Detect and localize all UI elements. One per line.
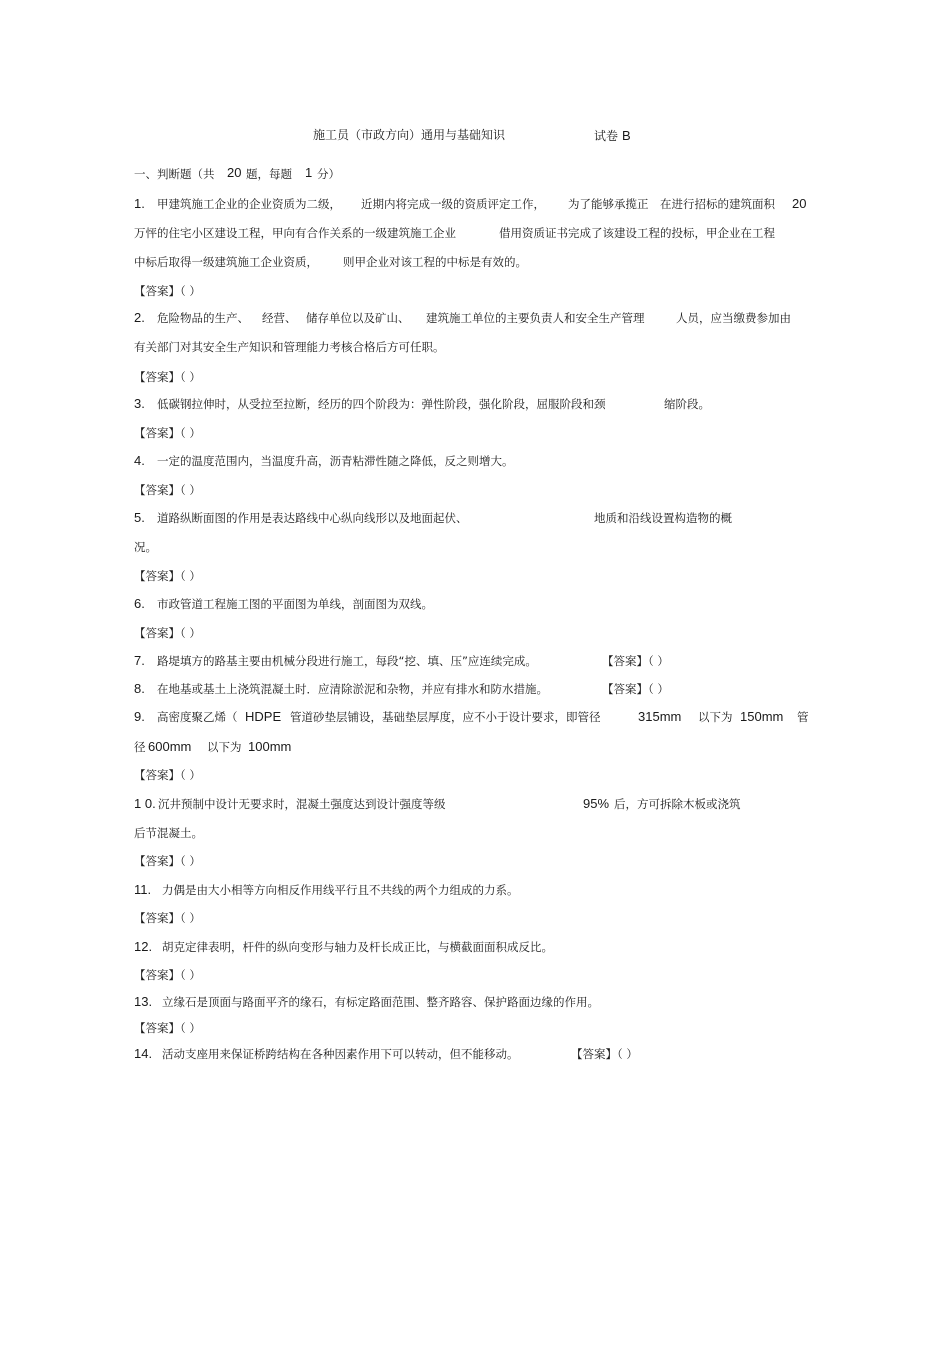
q5-line-2: 况。 [134,540,157,554]
q11-answer: 【答案】（ ） [134,911,201,925]
paper-code: B [622,128,631,143]
q9-line-2a: 径 [134,740,146,754]
q1-line-2a: 万怦的住宅小区建设工程，甲向有合作关系的一级建筑施工企业 [134,226,456,240]
q7-answer: 【答案】（ ） [602,654,669,668]
q1-text-2: 近期内将完成一级的资质评定工作， [361,197,545,211]
q14-number: 14. [134,1046,153,1061]
q6-number: 6. [134,596,145,611]
q1-number: 1. [134,196,145,211]
q8-number: 8. [134,681,145,696]
q9-line-2d: 100mm [248,739,292,754]
q12-number: 12. [134,939,153,954]
q9-number: 9. [134,709,145,724]
q5-text-2: 地质和沿线设置构造物的概 [594,511,732,525]
q3-answer: 【答案】（ ） [134,426,201,440]
q6-text: 市政管道工程施工图的平面图为单线，剖面图为双线。 [157,597,433,611]
q3-text-1: 低碳钢拉伸时，从受拉至拉断，经历的四个阶段为：弹性阶段，强化阶段，屈服阶段和颈 [157,397,606,411]
q6-answer: 【答案】（ ） [134,626,201,640]
q1-number-20: 20 [792,196,807,211]
q9-diameter: 315mm [638,709,682,724]
doc-title: 施工员（市政方向）通用与基础知识 [313,128,506,142]
q5-number: 5. [134,510,145,525]
q5-answer: 【答案】（ ） [134,569,201,583]
q1-line-3a: 中标后取得一级建筑施工企业资质， [134,255,318,269]
section-count: 20 [227,165,242,180]
q13-number: 13. [134,994,153,1009]
q1-line-2b: 借用资质证书完成了该建设工程的投标，甲企业在工程 [499,226,775,240]
q2-line-2: 有关部门对其安全生产知识和管理能力考核合格后方可任职。 [134,340,445,354]
q2-text-3: 储存单位以及矿山、 [306,311,410,325]
q3-number: 3. [134,396,145,411]
q14-text: 活动支座用来保证桥跨结构在各种因素作用下可以转动，但不能移动。 [162,1047,519,1061]
q1-line-3b: 则甲企业对该工程的中标是有效的。 [343,255,527,269]
q1-text-1: 甲建筑施工企业的企业资质为二级， [157,197,341,211]
paper-label: 试卷 [594,129,619,143]
q13-answer: 【答案】（ ） [134,1021,201,1035]
q2-text-5: 人员，应当缴费参加由 [676,311,791,325]
section-heading-b: 题，每题 [246,167,292,181]
q8-answer: 【答案】（ ） [602,682,669,696]
section-heading-c: 分） [317,167,340,181]
q14-answer: 【答案】（ ） [571,1047,638,1061]
q9-line-2c: 以下为 [207,740,242,754]
section-score: 1 [305,165,313,180]
section-heading-a: 一、判断题（共 [134,167,215,181]
q7-number: 7. [134,653,145,668]
q2-text-4: 建筑施工单位的主要负责人和安全生产管理 [426,311,645,325]
q4-answer: 【答案】（ ） [134,483,201,497]
q12-text: 胡克定律表明，杆件的纵向变形与轴力及杆长成正比，与横截面面积成反比。 [162,940,553,954]
q10-percent: 95% [583,796,610,811]
q2-answer: 【答案】（ ） [134,370,201,384]
q7-text: 路堤填方的路基主要由机械分段进行施工，每段“挖、填、压”应连续完成。 [157,654,537,668]
q2-text-1: 危险物品的生产、 [157,311,249,325]
q11-number: 11. [134,882,152,897]
q4-text: 一定的温度范围内，当温度升高，沥青粘滞性随之降低，反之则增大。 [157,454,514,468]
q10-number: 1 0. [134,796,156,811]
q9-text-5: 以下为 [698,710,733,724]
q9-answer: 【答案】（ ） [134,768,201,782]
q4-number: 4. [134,453,145,468]
q5-text-1: 道路纵断面图的作用是表达路线中心纵向线形以及地面起伏、 [157,511,468,525]
q11-text: 力偶是由大小相等方向相反作用线平行且不共线的两个力组成的力系。 [162,883,519,897]
q3-text-2: 缩阶段。 [664,397,710,411]
q2-number: 2. [134,310,145,325]
q9-text-1: 高密度聚乙烯（ [157,710,238,724]
q1-answer: 【答案】（ ） [134,284,201,298]
q1-text-4: 在进行招标的建筑面积 [660,197,775,211]
q9-thickness: 150mm [740,709,784,724]
q10-text-3: 后，方可拆除木板或浇筑 [614,797,741,811]
q9-text-7: 管 [797,710,809,724]
q2-text-2: 经营、 [262,311,297,325]
q9-line-2b: 600mm [148,739,192,754]
q13-text: 立缘石是顶面与路面平齐的缘石，有标定路面范围、整齐路容、保护路面边缘的作用。 [162,995,599,1009]
q10-answer: 【答案】（ ） [134,854,201,868]
q12-answer: 【答案】（ ） [134,968,201,982]
q10-line-2: 后节混凝土。 [134,826,203,840]
q1-text-3: 为了能够承揽正 [568,197,649,211]
q9-hdpe: HDPE [245,709,282,724]
q10-text-1: 沉井预制中设计无要求时，混凝土强度达到设计强度等级 [158,797,446,811]
q8-text: 在地基或基土上浇筑混凝土时．应清除淤泥和杂物，并应有排水和防水措施。 [157,682,548,696]
q9-text-3: 管道砂垫层铺设，基础垫层厚度，应不小于设计要求，即管径 [290,710,601,724]
